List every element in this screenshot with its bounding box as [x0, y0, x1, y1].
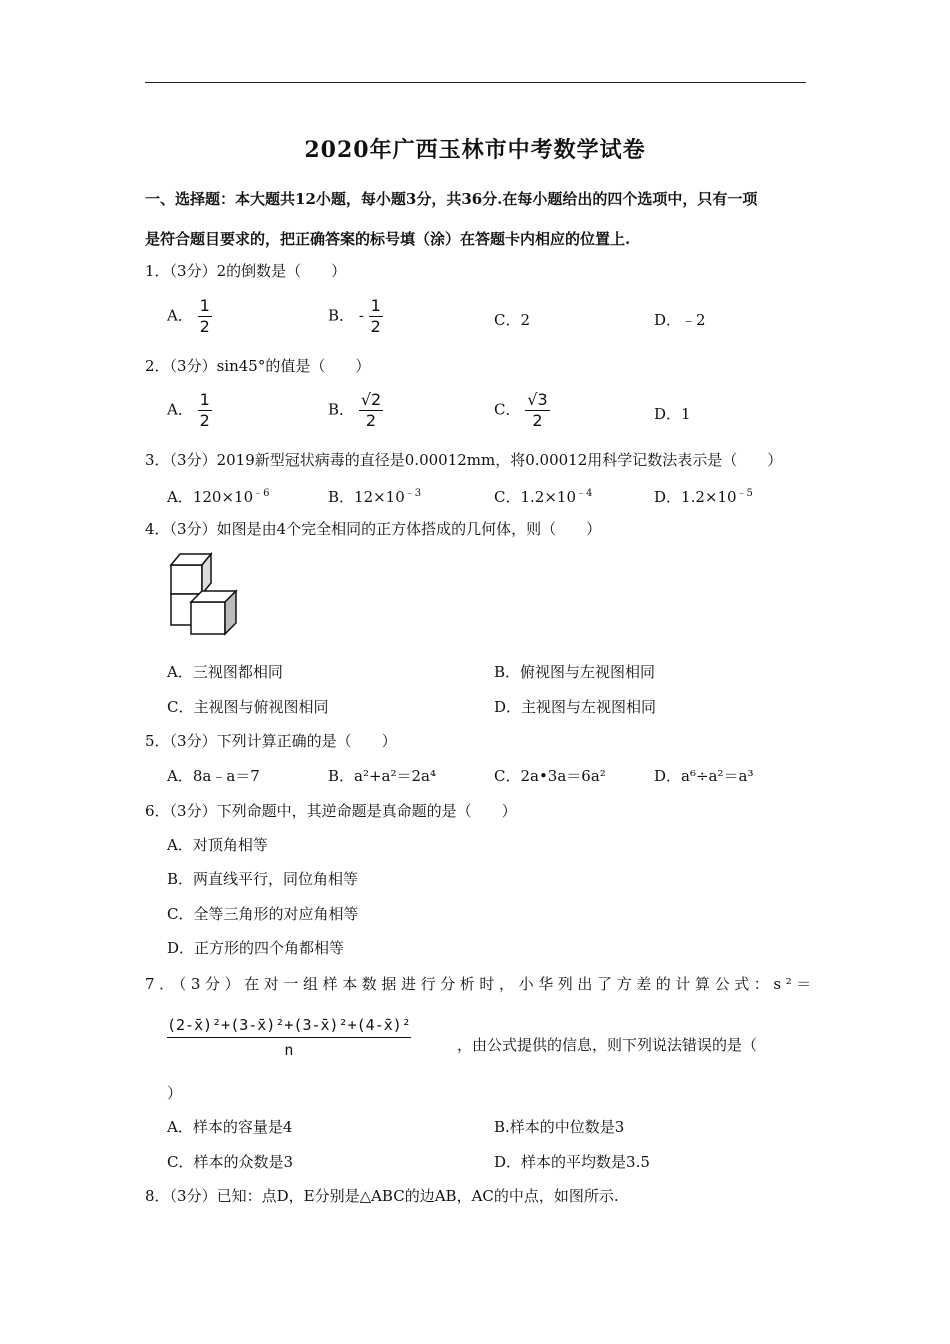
- q2-b-fraction: $\frac{√2}{2}$: [360, 390, 382, 430]
- q6-option-d[interactable]: D．正方形的四个角都相等: [167, 939, 345, 957]
- q3-b-exp: ﹣3: [404, 488, 422, 499]
- q4-option-b[interactable]: B．俯视图与左视图相同: [494, 663, 656, 681]
- q7-option-d[interactable]: D．样本的平均数是3.5: [494, 1153, 650, 1171]
- q2-c-fraction: $\frac{√3}{2}$: [527, 390, 548, 430]
- q6-option-b[interactable]: B．两直线平行，同位角相等: [167, 870, 359, 888]
- q3-option-d[interactable]: [654, 484, 753, 507]
- q3-a-exp: ﹣6: [253, 488, 270, 499]
- section-instructions-line2: 是符合题目要求的，把正确答案的标号填（涂）在答题卡内相应的位置上.: [145, 230, 631, 248]
- q1-b-fraction: $\frac{1}{2}$: [370, 296, 381, 336]
- q1-option-b[interactable]: [328, 298, 383, 335]
- q5-option-b[interactable]: B．a²+a²＝2a⁴: [328, 767, 437, 785]
- q2-a-fraction: $\frac{1}{2}$: [199, 390, 210, 430]
- q3-option-a[interactable]: [167, 484, 270, 507]
- q8-stem: 8．（3分）已知：点D，E分别是△ABC的边AB，AC的中点，如图所示.: [145, 1187, 619, 1205]
- q4-option-c[interactable]: C．主视图与俯视图相同: [167, 698, 329, 716]
- cube-front-top: [171, 565, 202, 594]
- q3-c-base: C．1.2×10: [494, 488, 576, 506]
- q3-a-base: A．120×10: [167, 488, 254, 506]
- q6-stem: 6．（3分）下列命题中，其逆命题是真命题的是（ ）: [145, 802, 517, 820]
- q7-option-a[interactable]: A．样本的容量是4: [167, 1118, 293, 1136]
- q3-b-base: B．12×10: [328, 488, 405, 506]
- q4-stem: 4．（3分）如图是由4个完全相同的正方体搭成的几何体，则（ ）: [145, 520, 602, 538]
- q2-c-label: C．: [494, 400, 521, 419]
- q4-option-a[interactable]: A．三视图都相同: [167, 663, 283, 681]
- cubes-figure: [165, 548, 255, 640]
- q7-formula-numerator: (2-x̄)²+(3-x̄)²+(3-x̄)²+(4-x̄)²: [167, 1016, 411, 1038]
- q5-stem: 5．（3分）下列计算正确的是（ ）: [145, 732, 397, 750]
- page-title: 2020年广西玉林市中考数学试卷: [304, 137, 646, 163]
- q7-option-b[interactable]: B.样本的中位数是3: [494, 1118, 625, 1136]
- q3-stem: 3．（3分）2019新型冠状病毒的直径是0.00012mm，将0.00012用科学记数法表示是（ ）: [145, 451, 783, 469]
- q1-option-d[interactable]: D．﹣2: [654, 311, 706, 329]
- q1-option-a[interactable]: [167, 298, 212, 335]
- q6-option-a[interactable]: A．对顶角相等: [167, 836, 268, 854]
- q3-c-exp: ﹣4: [576, 488, 593, 499]
- q2-option-b[interactable]: [328, 392, 383, 429]
- header-rule: [145, 82, 806, 83]
- q4-option-d[interactable]: D．主视图与左视图相同: [494, 698, 657, 716]
- q3-d-exp: ﹣5: [736, 488, 753, 499]
- q3-option-c[interactable]: [494, 484, 592, 507]
- q7-stem-continued: ，由公式提供的信息，则下列说法错误的是（: [457, 1036, 758, 1054]
- q5-option-a[interactable]: A．8a﹣a＝7: [167, 767, 260, 785]
- q7-stem: 7．（3分）在对一组样本数据进行分析时，小华列出了方差的计算公式：s²＝: [145, 975, 816, 993]
- q1-a-label: A．: [167, 306, 193, 325]
- q2-option-a[interactable]: [167, 392, 212, 429]
- q6-option-c[interactable]: C．全等三角形的对应角相等: [167, 905, 359, 923]
- q2-option-d[interactable]: D．1: [654, 405, 691, 423]
- q1-stem: 1．（3分）2的倒数是（ ）: [145, 262, 347, 280]
- q3-option-b[interactable]: [328, 484, 421, 507]
- q2-b-label: B．: [328, 400, 355, 419]
- cube-front-right: [191, 602, 225, 634]
- q5-option-d[interactable]: D．a⁶÷a²＝a³: [654, 767, 754, 785]
- q1-option-c[interactable]: C．2: [494, 311, 531, 329]
- q5-option-c[interactable]: C．2a•3a＝6a²: [494, 767, 606, 785]
- q1-b-label: B．: [328, 306, 355, 325]
- q7-formula-denominator: n: [284, 1041, 294, 1059]
- q2-a-label: A．: [167, 400, 193, 419]
- section-instructions-line1: 一、选择题：本大题共12小题，每小题3分，共36分.在每小题给出的四个选项中，只有一项: [145, 190, 758, 208]
- q7-option-c[interactable]: C．样本的众数是3: [167, 1153, 294, 1171]
- q3-d-base: D．1.2×10: [654, 488, 737, 506]
- q2-option-c[interactable]: [494, 392, 550, 429]
- q7-variance-formula: [167, 1016, 411, 1059]
- q1-b-sign: -: [358, 306, 364, 325]
- q1-a-fraction: $\frac{1}{2}$: [199, 296, 210, 336]
- q2-stem: 2．（3分）sin45°的值是（ ）: [145, 357, 371, 375]
- q7-stem-close: ）: [167, 1084, 183, 1102]
